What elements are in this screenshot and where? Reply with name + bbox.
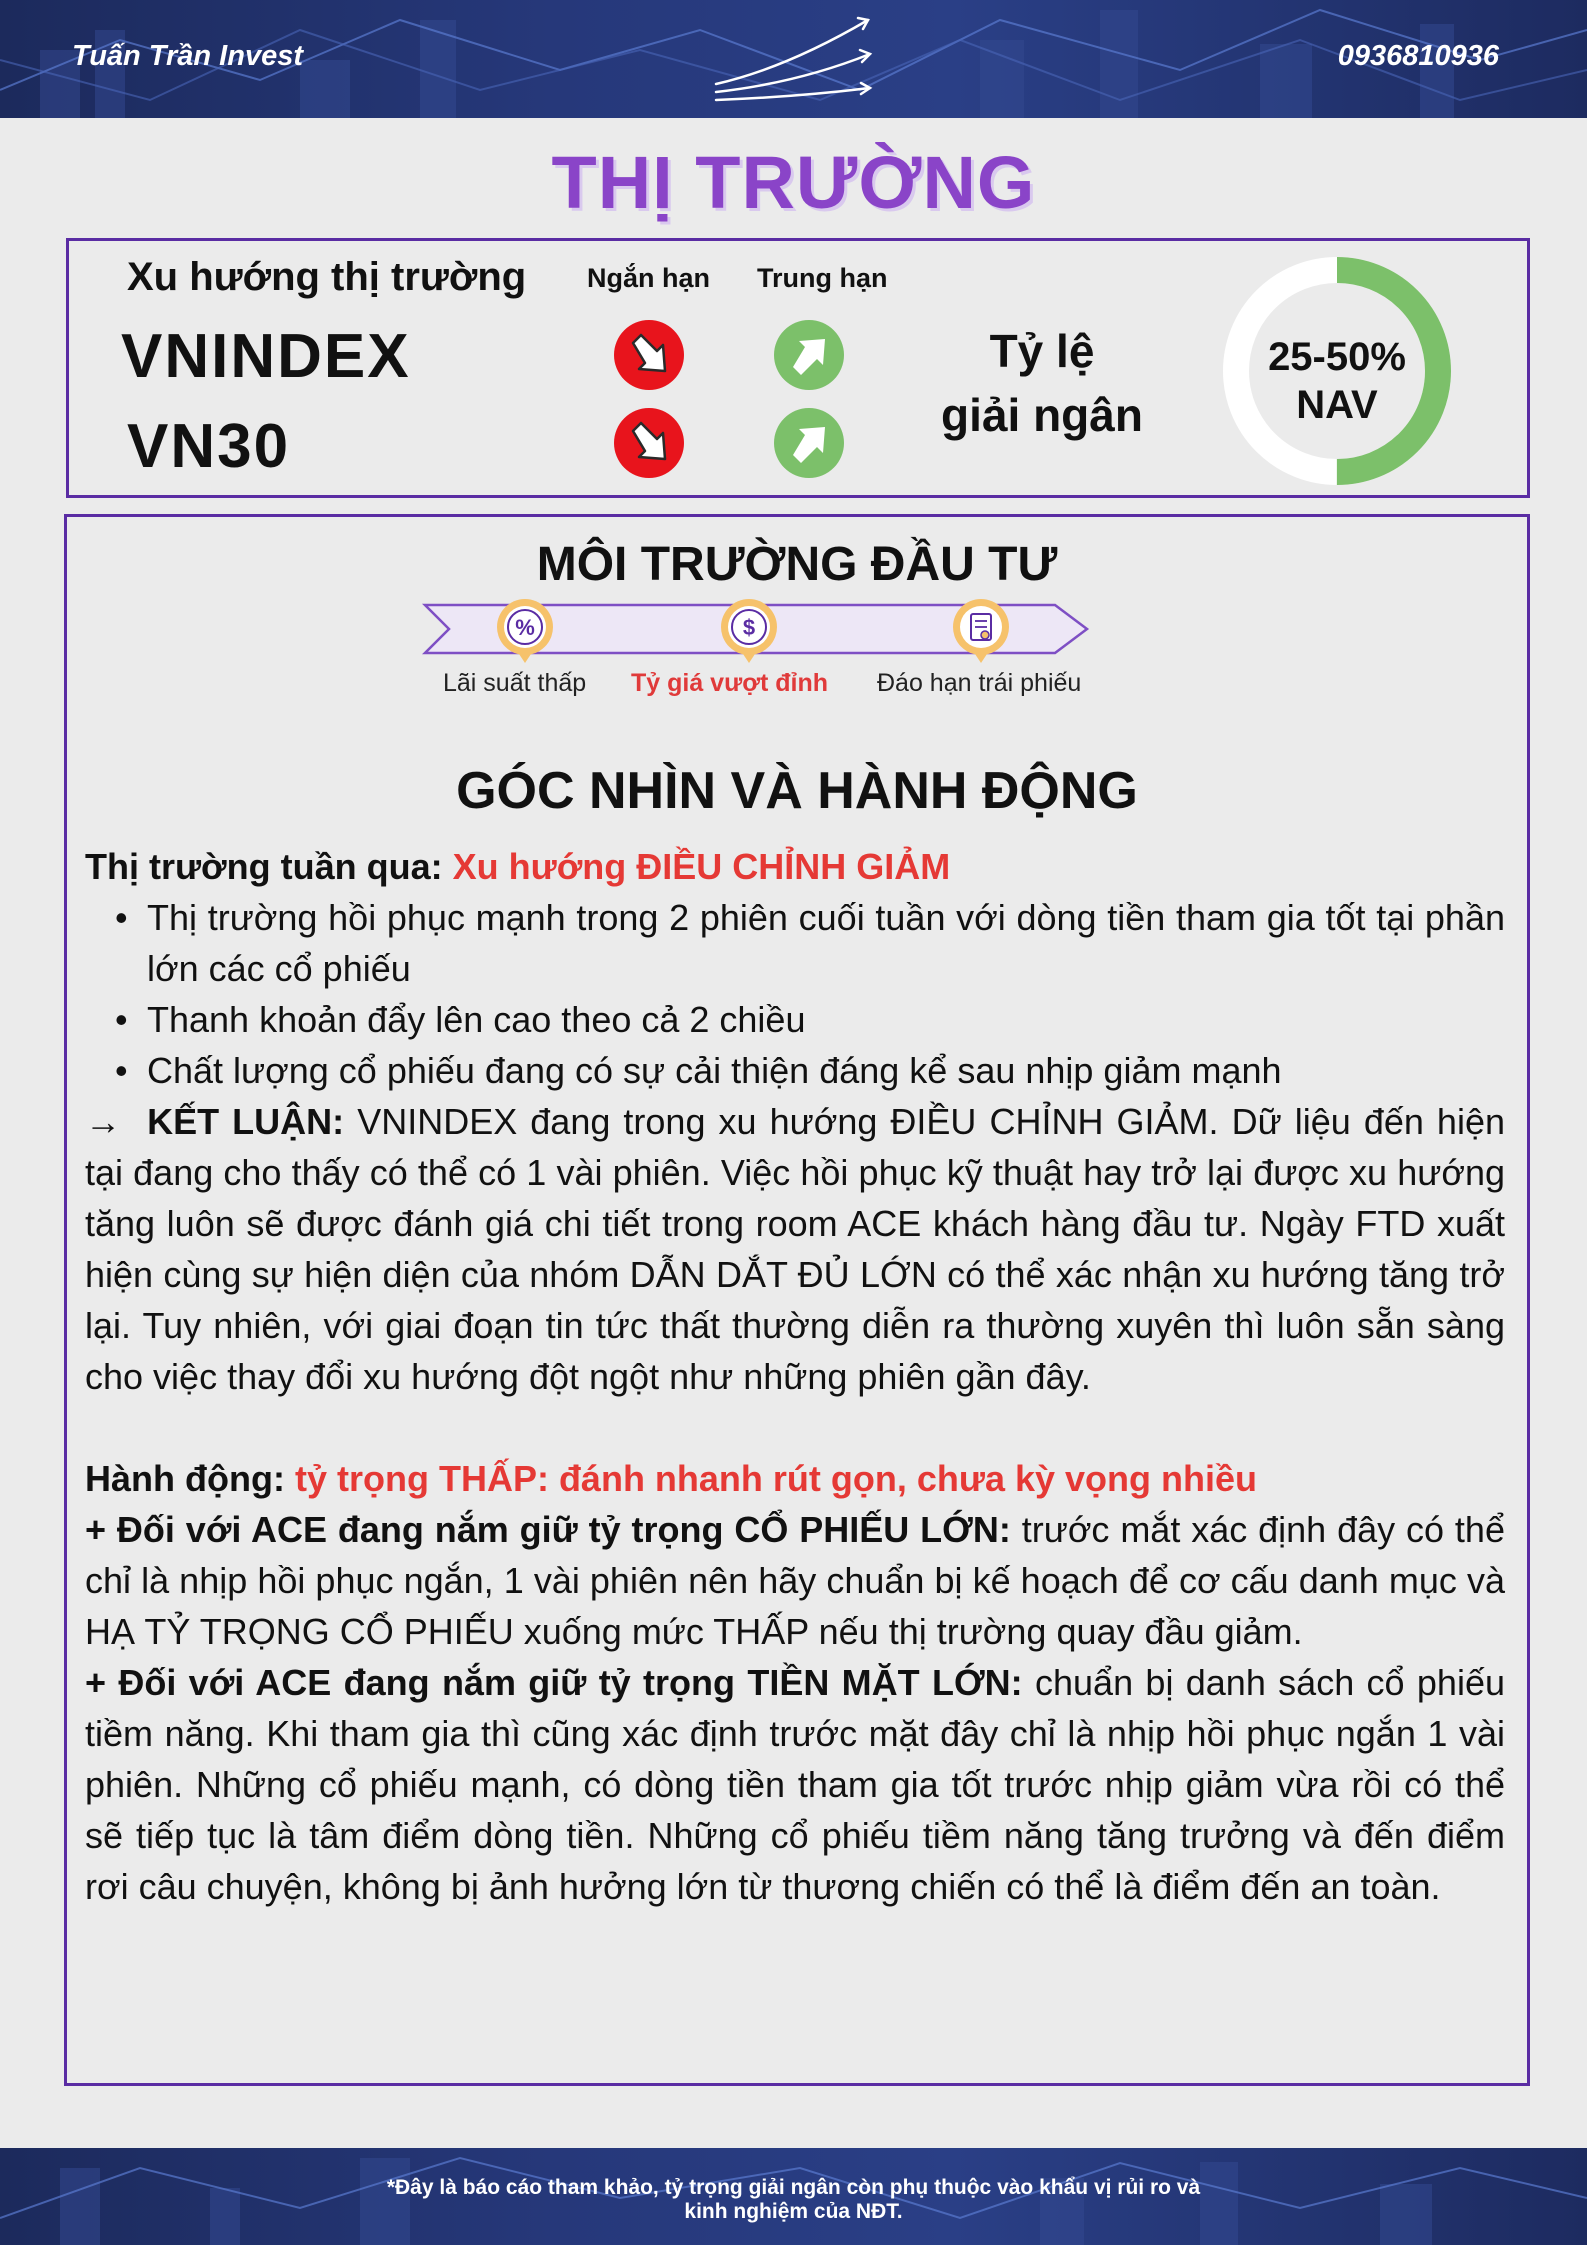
brand-name: Tuấn Trần Invest [72, 40, 303, 72]
nav-value [1221, 333, 1453, 429]
action1-label: + Đối với ACE đang nắm giữ tỷ trọng CỔ PHIẾU LỚN: [85, 1509, 1011, 1550]
view-action-title: GÓC NHÌN VÀ HÀNH ĐỘNG [456, 762, 1138, 820]
action-cash-heavy [85, 1657, 1505, 1912]
arrow-down-icon [613, 407, 685, 479]
action-stock-heavy [85, 1504, 1505, 1657]
arrow-up-icon [773, 407, 845, 479]
env-item-label: Lãi suất thấp [443, 669, 587, 697]
env-item-label: Đáo hạn trái phiếu [877, 669, 1082, 697]
action2-label: + Đối với ACE đang nắm giữ tỷ trọng TIỀN MẶT LỚN: [85, 1662, 1023, 1703]
week-trend: Xu hướng ĐIỀU CHỈNH GIẢM [452, 846, 951, 887]
conclusion-label: KẾT LUẬN: [147, 1101, 345, 1142]
arrow-up-icon [773, 319, 845, 391]
environment-ribbon [419, 583, 1139, 673]
header-band [0, 0, 1587, 118]
disbursement-ratio-label [927, 319, 1157, 447]
svg-text:$: $ [742, 615, 756, 640]
disclaimer-line-1: *Đây là báo cáo tham khảo, tỷ trọng giải ngân còn phụ thuộc vào khẩu vị rủi ro và [386, 2176, 1201, 2199]
action2-text: chuẩn bị danh sách cổ phiếu tiềm năng. Khi tham gia thì cũng xác định trước mặt đây chỉ là nhịp hồi phục ngắn 1 vài phiên. Những cổ phiếu mạnh, có dòng tiền tham gia tốt trước nhịp giảm vừa rồi có thể sẽ tiếp tục là tâm điểm dòng tiền. Những cổ phiếu tiềm năng tăng trưởng và đến điểm rơi câu chuyện, không bị ảnh hưởng lớn từ thương chiến có thể là điểm đến an toàn. [85, 1662, 1505, 1907]
action-label: Hành động: [85, 1458, 285, 1499]
action-summary [85, 1453, 1505, 1504]
index-vnindex: VNINDEX [121, 322, 411, 391]
disclaimer-line-2: kinh nghiệm của NĐT. [684, 2200, 903, 2223]
footer-band [0, 2148, 1587, 2245]
svg-text:%: % [515, 615, 535, 640]
conclusion [85, 1096, 1505, 1402]
page-title: THỊ TRƯỜNG [551, 141, 1036, 224]
conclusion-text: VNINDEX đang trong xu hướng ĐIỀU CHỈNH GIẢM. Dữ liệu đến hiện tại đang cho thấy có thể có 1 vài phiên. Việc hồi phục kỹ thuật hay trở lại được xu hướng tăng luôn sẽ được đánh giá chi tiết trong room ACE khách hàng đầu tư. Ngày FTD xuất hiện cùng sự hiện diện của nhóm DẪN DẮT ĐỦ LỚN có thể xác nhận xu hướng tăng trở lại. Tuy nhiên, với giai đoạn tin tức thất thường diễn ra thường xuyên thì luôn sẵn sàng cho việc thay đổi xu hướng đột ngột như những phiên gần đây. [85, 1101, 1505, 1397]
list-item: • Thanh khoản đẩy lên cao theo cả 2 chiều [147, 994, 1505, 1045]
week-label: Thị trường tuần qua: [85, 846, 443, 887]
index-vn30: VN30 [127, 412, 291, 481]
env-item-label: Tỷ giá vượt đỉnh [631, 669, 828, 697]
list-item: • Chất lượng cổ phiếu đang có sự cải thiện đáng kể sau nhịp giảm mạnh [147, 1045, 1505, 1096]
analysis-panel [64, 514, 1530, 2086]
arrow-down-icon [613, 319, 685, 391]
nav-value-line-2: NAV [1296, 383, 1378, 427]
week-bullets [85, 892, 1505, 1096]
arrow-right-icon: → [85, 1101, 121, 1142]
action-value: tỷ trọng THẤP: đánh nhanh rút gọn, chưa kỳ vọng nhiều [294, 1458, 1258, 1499]
environment-title: MÔI TRƯỜNG ĐẦU TƯ [536, 538, 1058, 591]
column-mid-term: Trung hạn [757, 263, 888, 293]
market-trend-panel [66, 238, 1530, 498]
list-item: • Thị trường hồi phục mạnh trong 2 phiên cuối tuần với dòng tiền tham gia tốt tại phần lớn các cổ phiếu [147, 892, 1505, 994]
market-trend-heading: Xu hướng thị trường [127, 255, 527, 299]
phone-number: 0936810936 [1337, 40, 1499, 72]
nav-value-line-1: 25-50% [1268, 335, 1406, 379]
wind-arrows-icon [710, 14, 880, 104]
footer-disclaimer [0, 2176, 1587, 2224]
column-short-term: Ngắn hạn [587, 263, 711, 293]
analysis-body [85, 841, 1505, 1912]
ratio-label-line-2: giải ngân [941, 389, 1143, 441]
action1-text: trước mắt xác định đây có thể chỉ là nhịp hồi phục ngắn, 1 vài phiên nên hãy chuẩn bị kế hoạch để cơ cấu danh mục và HẠ TỶ TRỌNG CỔ PHIẾU xuống mức THẤP nếu thị trường quay đầu giảm. [85, 1509, 1505, 1652]
ratio-label-line-1: Tỷ lệ [989, 325, 1095, 377]
week-summary [85, 841, 1505, 892]
